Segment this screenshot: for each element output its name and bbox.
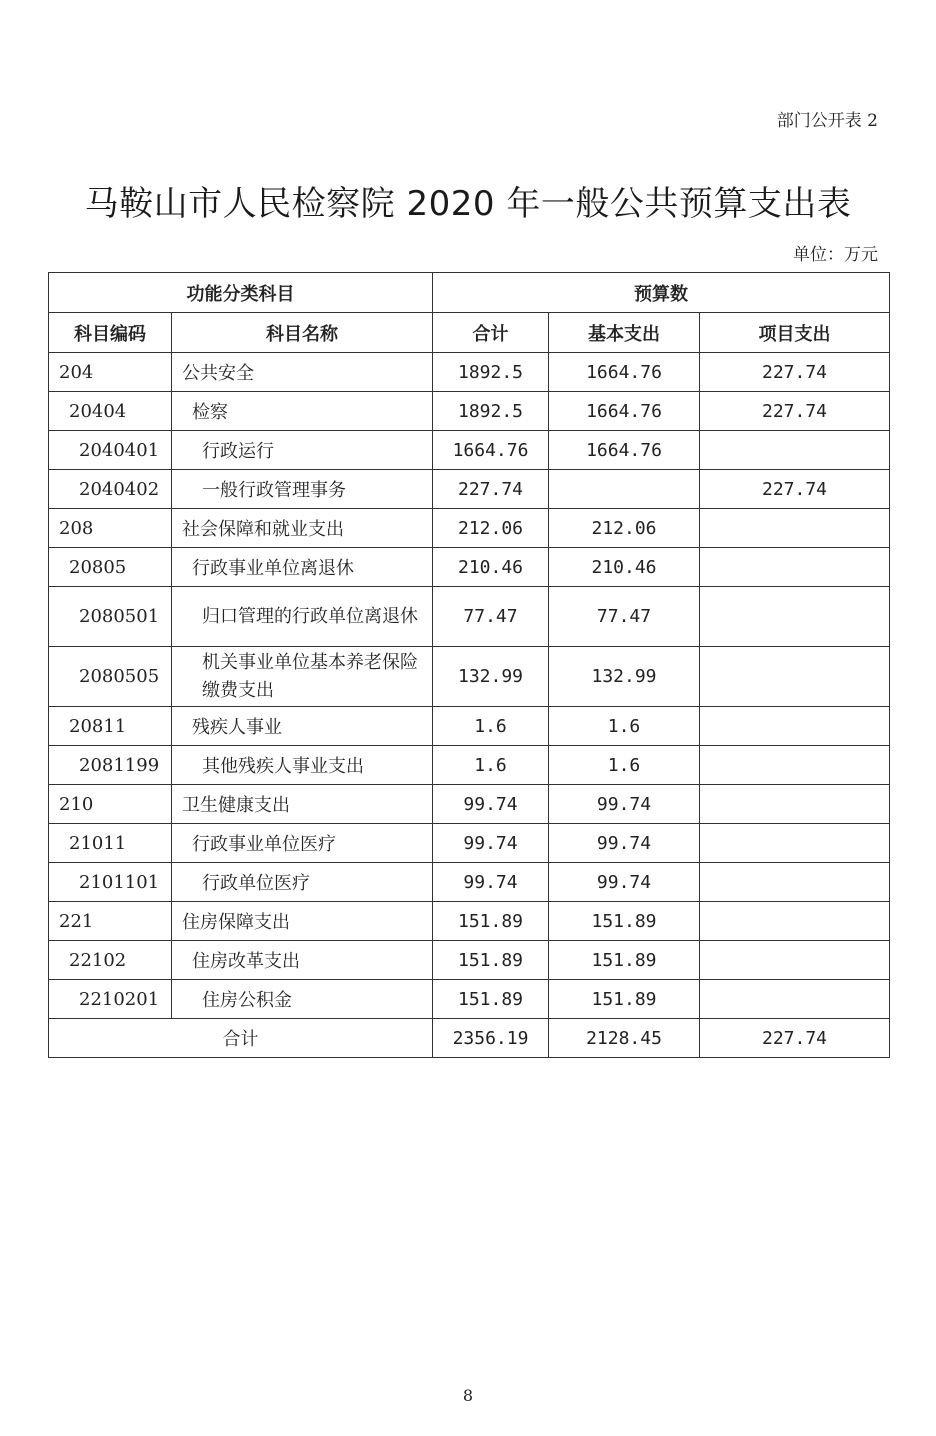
name-cell: 其他残疾人事业支出 [172, 746, 433, 785]
project-cell [700, 785, 890, 824]
basic-cell: 1664.76 [549, 392, 700, 431]
page-number: 8 [462, 1386, 474, 1405]
name-cell: 一般行政管理事务 [172, 470, 433, 509]
project-cell [700, 431, 890, 470]
code-column-header: 科目编码 [49, 313, 172, 353]
project-cell: 227.74 [700, 353, 890, 392]
project-cell [700, 548, 890, 587]
project-cell [700, 941, 890, 980]
code-cell: 20811 [49, 707, 172, 746]
name-cell: 住房改革支出 [172, 941, 433, 980]
basic-cell: 77.47 [549, 587, 700, 647]
table-row [49, 470, 890, 509]
basic-cell: 99.74 [549, 863, 700, 902]
total-cell: 210.46 [433, 548, 549, 587]
code-cell: 2040401 [49, 431, 172, 470]
page-title: 马鞍山市人民检察院 2020 年一般公共预算支出表 [84, 184, 852, 224]
project-cell [700, 509, 890, 548]
name-cell: 行政事业单位离退休 [172, 548, 433, 587]
code-cell: 208 [49, 509, 172, 548]
total-cell: 1.6 [433, 746, 549, 785]
project-cell [700, 587, 890, 647]
table-row [49, 392, 890, 431]
basic-cell: 1.6 [549, 707, 700, 746]
budget-table [48, 272, 890, 1058]
name-cell: 公共安全 [172, 353, 433, 392]
total-cell: 99.74 [433, 785, 549, 824]
table-row [49, 941, 890, 980]
table-row [49, 647, 890, 707]
project-cell [700, 824, 890, 863]
basic-cell: 1664.76 [549, 431, 700, 470]
name-cell: 住房公积金 [172, 980, 433, 1019]
code-cell: 210 [49, 785, 172, 824]
basic-cell: 1664.76 [549, 353, 700, 392]
code-cell: 2080501 [49, 587, 172, 647]
table-row [49, 785, 890, 824]
code-cell: 21011 [49, 824, 172, 863]
table-row [49, 707, 890, 746]
code-cell: 20805 [49, 548, 172, 587]
project-cell: 227.74 [700, 392, 890, 431]
total-cell: 151.89 [433, 980, 549, 1019]
table-row [49, 509, 890, 548]
table-row [49, 863, 890, 902]
grand-total-cell: 2356.19 [433, 1019, 549, 1058]
code-cell: 2081199 [49, 746, 172, 785]
code-cell: 2040402 [49, 470, 172, 509]
total-cell: 77.47 [433, 587, 549, 647]
name-cell: 行政事业单位医疗 [172, 824, 433, 863]
total-row-label: 合计 [49, 1019, 433, 1058]
table-row [49, 587, 890, 647]
total-cell: 227.74 [433, 470, 549, 509]
total-column-header: 合计 [433, 313, 549, 353]
basic-column-header: 基本支出 [549, 313, 700, 353]
classification-group-header: 功能分类科目 [49, 273, 433, 313]
project-cell [700, 902, 890, 941]
name-cell: 归口管理的行政单位离退休 [172, 587, 433, 647]
name-cell: 检察 [172, 392, 433, 431]
project-column-header: 项目支出 [700, 313, 890, 353]
table-row [49, 548, 890, 587]
basic-cell: 99.74 [549, 824, 700, 863]
code-cell: 22102 [49, 941, 172, 980]
project-cell [700, 980, 890, 1019]
project-cell: 227.74 [700, 470, 890, 509]
basic-cell: 212.06 [549, 509, 700, 548]
total-cell: 1.6 [433, 707, 549, 746]
group-header-row [49, 273, 890, 313]
total-cell: 151.89 [433, 941, 549, 980]
basic-cell: 210.46 [549, 548, 700, 587]
name-cell: 住房保障支出 [172, 902, 433, 941]
name-cell: 残疾人事业 [172, 707, 433, 746]
code-cell: 221 [49, 902, 172, 941]
total-row [49, 1019, 890, 1058]
code-cell: 2080505 [49, 647, 172, 707]
code-cell: 204 [49, 353, 172, 392]
name-cell: 社会保障和就业支出 [172, 509, 433, 548]
table-number-label: 部门公开表 2 [776, 111, 878, 131]
project-cell [700, 863, 890, 902]
basic-cell: 151.89 [549, 902, 700, 941]
total-cell: 1664.76 [433, 431, 549, 470]
project-cell [700, 647, 890, 707]
project-cell [700, 707, 890, 746]
basic-cell: 151.89 [549, 980, 700, 1019]
total-cell: 151.89 [433, 902, 549, 941]
table-row [49, 902, 890, 941]
name-cell: 卫生健康支出 [172, 785, 433, 824]
total-cell: 99.74 [433, 824, 549, 863]
table-row [49, 431, 890, 470]
total-cell: 1892.5 [433, 353, 549, 392]
name-cell: 行政运行 [172, 431, 433, 470]
basic-cell: 132.99 [549, 647, 700, 707]
basic-cell: 99.74 [549, 785, 700, 824]
code-cell: 20404 [49, 392, 172, 431]
total-cell: 99.74 [433, 863, 549, 902]
code-cell: 2210201 [49, 980, 172, 1019]
budget-group-header: 预算数 [433, 273, 890, 313]
basic-cell: 151.89 [549, 941, 700, 980]
total-cell: 212.06 [433, 509, 549, 548]
total-cell: 1892.5 [433, 392, 549, 431]
total-cell: 132.99 [433, 647, 549, 707]
table-row [49, 980, 890, 1019]
column-header-row [49, 313, 890, 353]
table-row [49, 824, 890, 863]
name-cell: 行政单位医疗 [172, 863, 433, 902]
code-cell: 2101101 [49, 863, 172, 902]
unit-label: 单位：万元 [793, 245, 878, 265]
name-cell: 机关事业单位基本养老保险缴费支出 [172, 647, 433, 707]
project-cell [700, 746, 890, 785]
basic-cell [549, 470, 700, 509]
grand-basic-cell: 2128.45 [549, 1019, 700, 1058]
grand-project-cell: 227.74 [700, 1019, 890, 1058]
name-column-header: 科目名称 [172, 313, 433, 353]
table-row [49, 746, 890, 785]
table-row [49, 353, 890, 392]
basic-cell: 1.6 [549, 746, 700, 785]
